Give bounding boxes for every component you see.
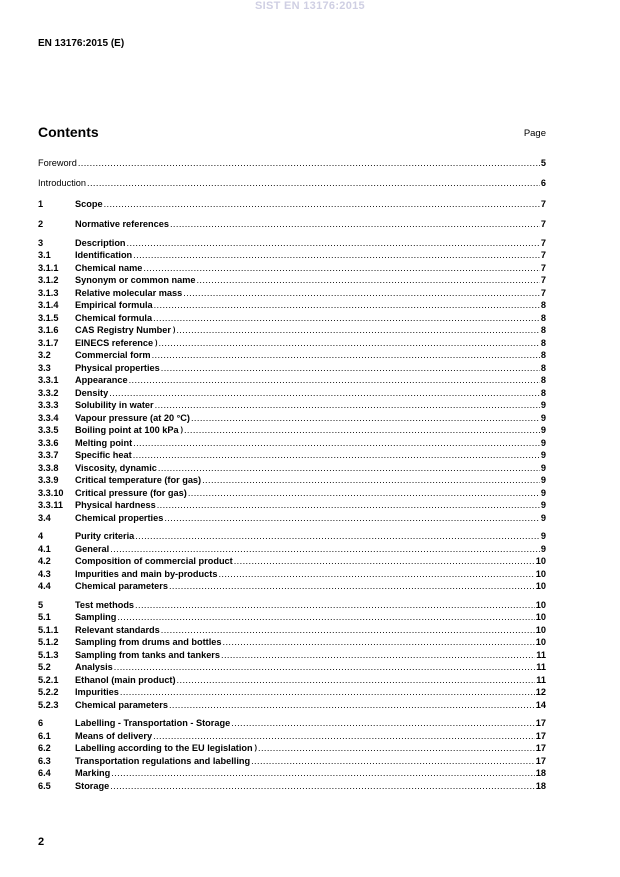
dot-leader bbox=[196, 275, 539, 286]
dot-leader bbox=[176, 325, 540, 336]
toc-entry[interactable] bbox=[38, 636, 546, 649]
toc-entry-number: 5.2.2 bbox=[38, 687, 59, 697]
toc-entry-number: 3.2 bbox=[38, 350, 51, 360]
toc-entry-page: 17 bbox=[535, 755, 546, 766]
toc-entry-page: 10 bbox=[535, 568, 546, 579]
toc-entry-number: 3.3.9 bbox=[38, 475, 59, 485]
toc-entry-number: 3 bbox=[38, 237, 44, 248]
toc-entry[interactable] bbox=[38, 249, 546, 262]
toc-entry-title: Composition of commercial product bbox=[75, 556, 233, 566]
toc-entry[interactable] bbox=[38, 486, 546, 499]
toc-entry-title: Solubility in water bbox=[75, 400, 154, 410]
dot-leader bbox=[135, 600, 535, 611]
dot-leader bbox=[157, 500, 540, 511]
toc-entry[interactable] bbox=[38, 461, 546, 474]
toc-entry-page: 8 bbox=[540, 312, 546, 323]
toc-entry-title: Appearance bbox=[75, 375, 128, 385]
toc-entry-number: 3.3.8 bbox=[38, 462, 59, 473]
dot-leader bbox=[177, 675, 536, 686]
dot-leader bbox=[153, 731, 535, 742]
toc-entry-title: Synonym or common name bbox=[75, 275, 196, 285]
toc-entry-title: Chemical parameters bbox=[75, 581, 168, 591]
toc-entry[interactable] bbox=[38, 361, 546, 374]
toc-entry-page: 10 bbox=[535, 599, 546, 610]
toc-entry-title: Introduction bbox=[38, 178, 87, 188]
toc-entry-page: 10 bbox=[535, 556, 546, 566]
toc-entry[interactable] bbox=[38, 474, 546, 487]
toc-entry-title: Storage bbox=[75, 780, 110, 791]
toc-entry[interactable] bbox=[38, 261, 546, 274]
toc-entry[interactable] bbox=[38, 661, 546, 674]
toc-entry[interactable] bbox=[38, 386, 546, 399]
toc-entry-page: 9 bbox=[540, 462, 546, 473]
toc-entry-page: 9 bbox=[540, 475, 546, 485]
toc-entry[interactable] bbox=[38, 779, 546, 792]
toc-entry-number: 3.1.6 bbox=[38, 325, 59, 335]
toc-entry[interactable] bbox=[38, 156, 546, 169]
toc-entry[interactable] bbox=[38, 436, 546, 449]
toc-entry[interactable] bbox=[38, 530, 546, 543]
toc-entry-page: 7 bbox=[540, 275, 546, 285]
toc-entry-title: Ethanol (main product) bbox=[75, 674, 176, 685]
toc-entry[interactable] bbox=[38, 424, 546, 437]
dot-leader bbox=[158, 338, 539, 349]
toc-entry-title: Labelling - Transportation - Storage bbox=[75, 718, 231, 728]
toc-entry-title: CAS Registry Number bbox=[75, 325, 171, 335]
toc-entry-number: 6.3 bbox=[38, 755, 51, 766]
toc-entry[interactable] bbox=[38, 299, 546, 312]
toc-entry[interactable] bbox=[38, 698, 546, 711]
footnote-marker: ) bbox=[155, 339, 158, 347]
toc-entry-number: 6.5 bbox=[38, 780, 51, 791]
dot-leader bbox=[234, 556, 535, 567]
toc-entry-number: 2 bbox=[38, 219, 44, 229]
toc-entry-number: 3.3.3 bbox=[38, 400, 59, 410]
toc-entry-title: Description bbox=[75, 237, 126, 248]
dot-leader bbox=[78, 158, 540, 169]
page-title: Contents bbox=[38, 124, 99, 140]
dot-leader bbox=[183, 288, 540, 299]
toc-entry[interactable] bbox=[38, 411, 546, 424]
dot-leader bbox=[231, 718, 535, 729]
toc-entry-page: 8 bbox=[540, 387, 546, 398]
toc-entry-title: Commercial form bbox=[75, 350, 151, 360]
toc-entry-title: Transportation regulations and labelling bbox=[75, 755, 251, 766]
toc-entry-title: Labelling according to the EU legislation bbox=[75, 743, 253, 753]
dot-leader bbox=[191, 413, 540, 424]
toc-entry-number: 3.3.4 bbox=[38, 412, 59, 423]
toc-entry-number: 3.4 bbox=[38, 512, 51, 523]
dot-leader bbox=[135, 531, 540, 542]
dot-leader bbox=[110, 544, 540, 555]
toc-entry-page: 18 bbox=[535, 780, 546, 791]
toc-entry-page: 9 bbox=[540, 450, 546, 460]
toc-entry[interactable] bbox=[38, 717, 546, 730]
toc-entry-title: Sampling from drums and bottles bbox=[75, 637, 222, 647]
toc-entry[interactable] bbox=[38, 286, 546, 299]
dot-leader bbox=[155, 400, 540, 411]
toc-entry[interactable] bbox=[38, 399, 546, 412]
toc-entry-title: Sampling bbox=[75, 612, 117, 622]
toc-entry[interactable] bbox=[38, 499, 546, 512]
dot-leader bbox=[188, 488, 540, 499]
toc-entry-title: Sampling from tanks and tankers bbox=[75, 649, 220, 660]
toc-entry[interactable] bbox=[38, 729, 546, 742]
footnote-marker: ) bbox=[254, 745, 257, 752]
dot-leader bbox=[154, 300, 540, 311]
toc-entry[interactable] bbox=[38, 611, 546, 624]
dot-leader bbox=[133, 438, 540, 449]
toc-entry-title: Marking bbox=[75, 768, 111, 778]
dot-leader bbox=[223, 637, 535, 648]
toc-entry-page: 8 bbox=[540, 300, 546, 310]
toc-entry[interactable] bbox=[38, 686, 546, 699]
toc-entry-title: Melting point bbox=[75, 437, 133, 448]
toc-entry-number: 5.2 bbox=[38, 662, 51, 672]
toc-entry[interactable] bbox=[38, 218, 546, 231]
toc-entry-title: Physical properties bbox=[75, 362, 160, 373]
dot-leader bbox=[258, 743, 535, 754]
toc-entry-title: Impurities and main by-products bbox=[75, 568, 218, 579]
toc-entry-number: 6 bbox=[38, 718, 44, 728]
toc-entry-page: 7 bbox=[540, 198, 546, 209]
dot-leader bbox=[169, 700, 535, 711]
dot-leader bbox=[218, 569, 534, 580]
toc-entry[interactable] bbox=[38, 542, 546, 555]
toc-entry-title: Density bbox=[75, 387, 109, 398]
toc-entry-title: Boiling point at 100 kPa bbox=[75, 425, 179, 435]
toc-entry[interactable] bbox=[38, 449, 546, 462]
dot-leader bbox=[221, 650, 535, 661]
page-number: 2 bbox=[38, 836, 45, 848]
toc-entry-title: General bbox=[75, 543, 110, 554]
toc-entry[interactable] bbox=[38, 754, 546, 767]
dot-leader bbox=[152, 350, 540, 361]
dot-leader bbox=[120, 687, 535, 698]
toc-entry-page: 11 bbox=[536, 662, 546, 672]
toc-entry-number: 4.3 bbox=[38, 568, 51, 579]
toc-entry-number: 4.1 bbox=[38, 543, 51, 554]
toc-entry-title: EINECS reference bbox=[75, 337, 154, 348]
toc-entry-page: 9 bbox=[540, 500, 546, 510]
toc-entry-page: 8 bbox=[540, 325, 546, 335]
dot-leader bbox=[127, 238, 540, 249]
dot-leader bbox=[87, 178, 540, 189]
watermark: SIST EN 13176:2015 bbox=[255, 0, 365, 12]
toc-entry-page: 11 bbox=[536, 674, 546, 685]
toc-entry-page: 8 bbox=[540, 337, 546, 348]
toc-entry-page: 9 bbox=[540, 487, 546, 498]
footnote-marker: ) bbox=[180, 427, 183, 434]
toc-entry[interactable] bbox=[38, 177, 546, 190]
toc-entry-title: Physical hardness bbox=[75, 500, 156, 510]
dot-leader bbox=[153, 313, 540, 324]
toc-entry-number: 3.3.6 bbox=[38, 437, 59, 448]
toc-entry-page: 10 bbox=[535, 581, 546, 591]
toc-entry[interactable] bbox=[38, 742, 546, 755]
toc-entry-number: 4.4 bbox=[38, 581, 51, 591]
toc-entry-title: Means of delivery bbox=[75, 730, 153, 741]
toc-entry-page: 7 bbox=[540, 237, 546, 248]
toc-entry-number: 5.1.2 bbox=[38, 637, 59, 647]
toc-entry-title: Relative molecular mass bbox=[75, 287, 183, 298]
toc-entry-number: 3.3.11 bbox=[38, 500, 64, 510]
toc-entry-title: Relevant standards bbox=[75, 624, 160, 635]
dot-leader bbox=[161, 363, 540, 374]
toc-entry[interactable] bbox=[38, 567, 546, 580]
toc-entry-page: 9 bbox=[540, 437, 546, 448]
toc-entry-title: Foreword bbox=[38, 157, 77, 168]
toc-entry-number: 5.1 bbox=[38, 612, 51, 622]
toc-entry-number: 3.1 bbox=[38, 250, 51, 260]
toc-entry-number: 3.1.7 bbox=[38, 337, 59, 348]
dot-leader bbox=[114, 662, 535, 673]
toc-entry-page: 9 bbox=[540, 425, 546, 435]
toc-entry-number: 3.3 bbox=[38, 362, 51, 373]
dot-leader bbox=[251, 756, 535, 767]
dot-leader bbox=[184, 425, 540, 436]
toc-entry-page: 9 bbox=[540, 531, 546, 541]
toc-entry-number: 3.3.10 bbox=[38, 487, 64, 498]
toc-entry-title: Impurities bbox=[75, 687, 119, 697]
toc-entry-number: 4 bbox=[38, 531, 44, 541]
footnote-marker: ) bbox=[172, 327, 176, 334]
toc-entry[interactable] bbox=[38, 336, 546, 349]
toc-entry-page: 17 bbox=[535, 718, 546, 728]
toc-entry-number: 3.3.2 bbox=[38, 387, 59, 398]
toc-entry[interactable] bbox=[38, 236, 546, 249]
dot-leader bbox=[133, 450, 540, 461]
dot-leader bbox=[161, 625, 535, 636]
toc-entry-page: 5 bbox=[540, 157, 546, 168]
table-of-contents bbox=[38, 156, 546, 792]
toc-entry-title: Critical temperature (for gas) bbox=[75, 475, 202, 485]
toc-entry-page: 7 bbox=[540, 287, 546, 298]
dot-leader bbox=[111, 768, 535, 779]
toc-entry[interactable] bbox=[38, 274, 546, 287]
toc-entry[interactable] bbox=[38, 648, 546, 661]
toc-entry[interactable] bbox=[38, 673, 546, 686]
toc-entry-number: 4.2 bbox=[38, 556, 51, 566]
toc-entry-number: 5.1.3 bbox=[38, 649, 59, 660]
toc-entry-title: Chemical name bbox=[75, 262, 143, 273]
toc-entry-number: 3.1.5 bbox=[38, 312, 59, 323]
toc-entry-number: 6.1 bbox=[38, 730, 51, 741]
toc-entry-page: 7 bbox=[540, 219, 546, 229]
toc-entry-page: 9 bbox=[540, 512, 546, 523]
toc-entry-number: 3.1.2 bbox=[38, 275, 59, 285]
dot-leader bbox=[110, 781, 535, 792]
toc-entry[interactable] bbox=[38, 324, 546, 337]
toc-entry-number: 5.2.1 bbox=[38, 674, 59, 685]
toc-entry-number: 6.2 bbox=[38, 743, 51, 753]
toc-entry-number: 5.2.3 bbox=[38, 699, 59, 710]
toc-entry-title: Vapour pressure (at 20 °C) bbox=[75, 412, 190, 423]
toc-entry-page: 9 bbox=[540, 412, 546, 423]
dot-leader bbox=[170, 219, 540, 230]
toc-entry-page: 8 bbox=[540, 350, 546, 360]
toc-entry-page: 9 bbox=[540, 400, 546, 410]
toc-entry[interactable] bbox=[38, 580, 546, 593]
toc-entry-number: 1 bbox=[38, 198, 44, 209]
dot-leader bbox=[109, 388, 540, 399]
toc-entry[interactable] bbox=[38, 374, 546, 387]
toc-entry-page: 8 bbox=[540, 375, 546, 385]
toc-entry-page: 11 bbox=[536, 649, 546, 660]
toc-entry-page: 7 bbox=[540, 250, 546, 260]
toc-entry[interactable] bbox=[38, 767, 546, 780]
toc-entry[interactable] bbox=[38, 311, 546, 324]
toc-entry[interactable] bbox=[38, 511, 546, 524]
toc-entry[interactable] bbox=[38, 197, 546, 210]
document-id: EN 13176:2015 (E) bbox=[38, 38, 125, 49]
toc-entry-page: 12 bbox=[535, 687, 546, 697]
toc-entry-title: Scope bbox=[75, 198, 103, 209]
toc-entry-number: 3.3.5 bbox=[38, 425, 59, 435]
dot-leader bbox=[133, 250, 540, 261]
toc-entry-title: Chemical formula bbox=[75, 312, 153, 323]
toc-entry-number: 6.4 bbox=[38, 768, 51, 778]
toc-entry[interactable] bbox=[38, 623, 546, 636]
dot-leader bbox=[143, 263, 539, 274]
toc-entry-title: Identification bbox=[75, 250, 133, 260]
toc-entry[interactable] bbox=[38, 598, 546, 611]
toc-entry-title: Analysis bbox=[75, 662, 113, 672]
toc-entry-page: 17 bbox=[535, 730, 546, 741]
toc-entry-page: 18 bbox=[535, 768, 546, 778]
toc-entry-title: Specific heat bbox=[75, 450, 132, 460]
toc-entry-page: 10 bbox=[535, 624, 546, 635]
toc-entry-title: Viscosity, dynamic bbox=[75, 462, 157, 473]
dot-leader bbox=[104, 199, 540, 210]
toc-entry-page: 6 bbox=[540, 178, 546, 188]
toc-entry-page: 10 bbox=[535, 637, 546, 647]
toc-entry-title: Test methods bbox=[75, 599, 135, 610]
dot-leader bbox=[129, 375, 540, 386]
toc-entry-number: 5.1.1 bbox=[38, 624, 59, 635]
toc-entry-page: 14 bbox=[535, 699, 546, 710]
dot-leader bbox=[158, 463, 540, 474]
toc-entry-page: 10 bbox=[535, 612, 546, 622]
toc-entry-title: Empirical formula bbox=[75, 300, 153, 310]
toc-entry-page: 8 bbox=[540, 362, 546, 373]
toc-entry-title: Purity criteria bbox=[75, 531, 135, 541]
toc-entry-title: Critical pressure (for gas) bbox=[75, 487, 187, 498]
toc-entry[interactable] bbox=[38, 349, 546, 362]
toc-entry-title: Normative references bbox=[75, 219, 169, 229]
toc-entry-title: Chemical properties bbox=[75, 512, 164, 523]
dot-leader bbox=[169, 581, 535, 592]
dot-leader bbox=[117, 612, 534, 623]
dot-leader bbox=[164, 513, 540, 524]
page-column-label: Page bbox=[523, 128, 546, 139]
toc-entry-number: 3.1.3 bbox=[38, 287, 59, 298]
toc-entry-number: 3.1.1 bbox=[38, 262, 59, 273]
toc-entry[interactable] bbox=[38, 555, 546, 568]
dot-leader bbox=[202, 475, 540, 486]
toc-entry-page: 17 bbox=[535, 743, 546, 753]
toc-entry-number: 3.1.4 bbox=[38, 300, 59, 310]
toc-entry-number: 5 bbox=[38, 599, 44, 610]
toc-entry-title: Chemical parameters bbox=[75, 699, 168, 710]
toc-entry-number: 3.3.7 bbox=[38, 450, 59, 460]
toc-entry-page: 9 bbox=[540, 543, 546, 554]
toc-entry-number: 3.3.1 bbox=[38, 375, 59, 385]
toc-entry-page: 7 bbox=[540, 262, 546, 273]
